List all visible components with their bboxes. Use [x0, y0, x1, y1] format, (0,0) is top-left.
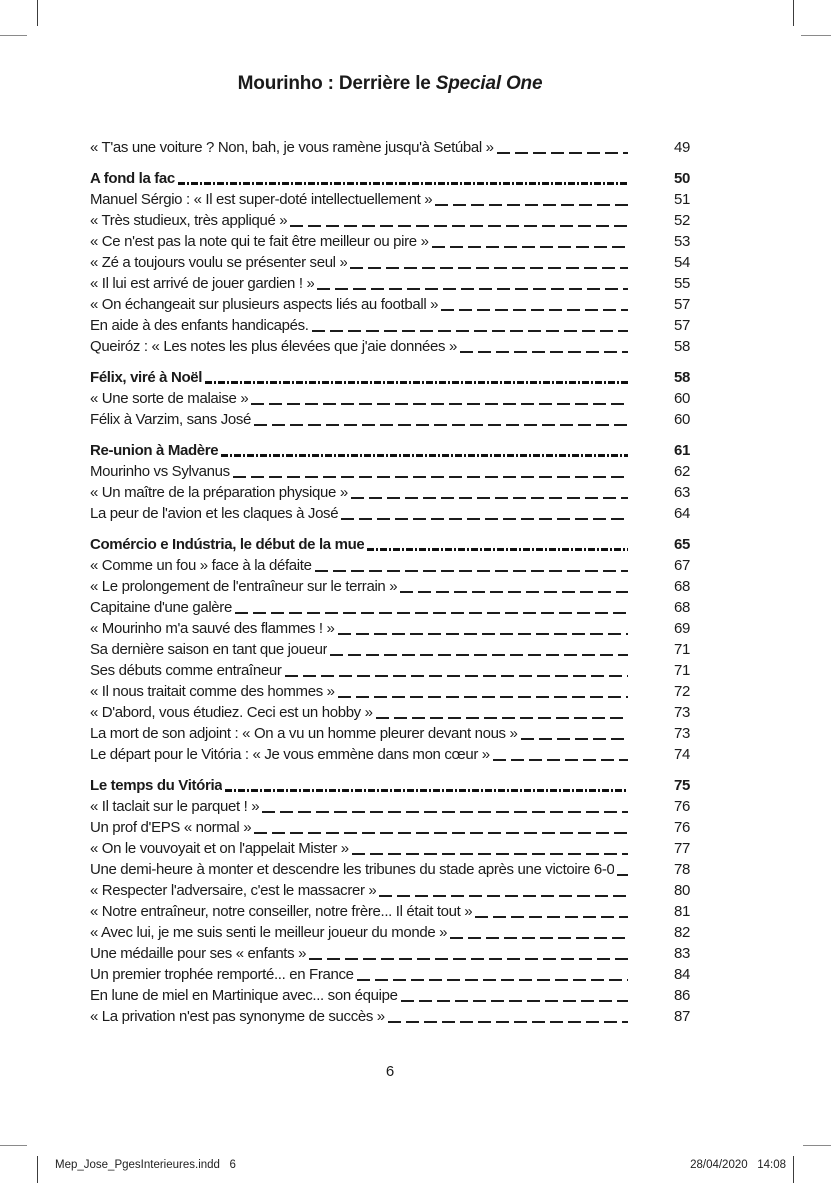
toc-entry [90, 744, 690, 765]
toc-leader-dots [178, 182, 628, 185]
toc-entry [90, 660, 690, 681]
toc-entry-title: « Ce n'est pas la note qui te fait être meilleur ou pire » [90, 233, 429, 250]
toc-leader-dots [330, 654, 628, 656]
toc-entry-title: « Comme un fou » face à la défaite [90, 557, 312, 574]
toc-entry-title: « Il nous traitait comme des hommes » [90, 683, 335, 700]
toc-entry-title: Ses débuts comme entraîneur [90, 662, 282, 679]
toc-entry [90, 1006, 690, 1027]
toc-entry [90, 210, 690, 231]
running-head-italic: Special One [435, 73, 543, 94]
toc-entry [90, 315, 690, 336]
toc-entry [90, 137, 690, 158]
toc-entry-title: En aide à des enfants handicapés. [90, 317, 309, 334]
toc-leader-dots [379, 895, 628, 897]
toc-entry-page-number: 57 [674, 317, 690, 334]
toc-entry [90, 440, 690, 461]
toc-entry-page-number: 78 [674, 861, 690, 878]
toc-entry [90, 922, 690, 943]
toc-leader-dots [309, 958, 628, 960]
toc-leader-dots [205, 381, 628, 384]
toc-leader-dots [312, 330, 628, 332]
toc-entry-title: Un premier trophée remporté... en France [90, 966, 354, 983]
toc-leader-dots [351, 497, 628, 499]
toc-entry [90, 534, 690, 555]
toc-entry-page-number: 60 [674, 390, 690, 407]
toc-entry [90, 168, 690, 189]
toc-entry-page-number: 58 [674, 338, 690, 355]
toc-leader-dots [401, 1000, 628, 1002]
toc-entry [90, 273, 690, 294]
toc-leader-dots [290, 225, 628, 227]
toc-entry-page-number: 76 [674, 819, 690, 836]
toc-leader-dots [235, 612, 628, 614]
toc-entry-title: « On échangeait sur plusieurs aspects liés au football » [90, 296, 439, 313]
toc-entry-title: « Le prolongement de l'entraîneur sur le terrain » [90, 578, 398, 595]
toc-entry-page-number: 87 [674, 1008, 690, 1025]
toc-entry-title: « Très studieux, très appliqué » [90, 212, 288, 229]
toc-entry [90, 964, 690, 985]
toc-entry-title: Une demi-heure à monter et descendre les tribunes du stade après une victoire 6-0 [90, 861, 615, 878]
toc-entry-page-number: 82 [674, 924, 690, 941]
toc-entry-title: Mourinho vs Sylvanus [90, 463, 230, 480]
toc-leader-dots [254, 424, 628, 426]
toc-entry-page-number: 69 [674, 620, 690, 637]
toc-entry-page-number: 68 [674, 599, 690, 616]
toc-leader-dots [341, 518, 628, 520]
toc-entry-page-number: 50 [674, 170, 690, 187]
toc-entry-page-number: 55 [674, 275, 690, 292]
crop-mark-bottom-right-horizontal [803, 1145, 831, 1146]
proof-slug-filename: Mep_Jose_PgesInterieures.indd 6 [55, 1159, 236, 1171]
toc-entry-page-number: 71 [674, 641, 690, 658]
toc-leader-dots [251, 403, 628, 405]
toc-leader-dots [450, 937, 628, 939]
toc-leader-dots [493, 759, 628, 761]
toc-leader-dots [254, 832, 628, 834]
toc-entry-title: Queiróz : « Les notes les plus élevées que j'aie données » [90, 338, 457, 355]
toc-entry-page-number: 84 [674, 966, 690, 983]
toc-leader-dots [338, 696, 628, 698]
toc-entry [90, 943, 690, 964]
toc-entry-title: La mort de son adjoint : « On a vu un homme pleurer devant nous » [90, 725, 518, 742]
toc-entry-title: « Il lui est arrivé de jouer gardien ! » [90, 275, 315, 292]
toc-entry [90, 388, 690, 409]
toc-leader-dots [317, 288, 628, 290]
crop-mark-bottom-right-vertical [793, 1156, 794, 1183]
toc-entry-title: A fond la fac [90, 170, 175, 187]
toc-leader-dots [441, 309, 628, 311]
toc-entry-page-number: 63 [674, 484, 690, 501]
toc-entry-title: « Un maître de la préparation physique » [90, 484, 348, 501]
toc-entry-title: Le départ pour le Vitória : « Je vous emmène dans mon cœur » [90, 746, 490, 763]
toc-entry-page-number: 73 [674, 725, 690, 742]
toc-entry-page-number: 72 [674, 683, 690, 700]
toc-leader-dots [400, 591, 628, 593]
toc-entry-title: Sa dernière saison en tant que joueur [90, 641, 328, 658]
toc-entry [90, 859, 690, 880]
toc-leader-dots [497, 152, 628, 154]
toc-entry-title: « On le vouvoyait et on l'appelait Mister » [90, 840, 349, 857]
toc-leader-dots [460, 351, 628, 353]
toc-entry [90, 985, 690, 1006]
toc-leader-dots [338, 633, 628, 635]
toc-entry-page-number: 75 [674, 777, 690, 794]
toc-leader-dots [221, 454, 628, 457]
crop-mark-top-right-vertical [793, 0, 794, 26]
toc-entry-page-number: 64 [674, 505, 690, 522]
toc-entry-page-number: 76 [674, 798, 690, 815]
toc-leader-dots [521, 738, 628, 740]
toc-entry-page-number: 71 [674, 662, 690, 679]
toc-entry-title: Félix, viré à Noël [90, 369, 203, 386]
toc-entry-title: Re-union à Madère [90, 442, 219, 459]
toc-entry [90, 681, 690, 702]
toc-leader-dots [225, 789, 628, 792]
toc-entry [90, 336, 690, 357]
crop-mark-bottom-left-vertical [37, 1156, 38, 1183]
toc-leader-dots [475, 916, 628, 918]
toc-entry-title: Un prof d'EPS « normal » [90, 819, 252, 836]
toc-entry-page-number: 65 [674, 536, 690, 553]
toc-entry [90, 775, 690, 796]
toc-entry-title: « La privation n'est pas synonyme de succès » [90, 1008, 385, 1025]
toc-entry-page-number: 77 [674, 840, 690, 857]
toc-entry-title: La peur de l'avion et les claques à José [90, 505, 339, 522]
toc-entry-page-number: 49 [674, 139, 690, 156]
toc-entry-page-number: 52 [674, 212, 690, 229]
toc-entry-page-number: 58 [674, 369, 690, 386]
toc-entry [90, 639, 690, 660]
toc-leader-dots [350, 267, 628, 269]
toc-entry [90, 723, 690, 744]
toc-entry-title: « Respecter l'adversaire, c'est le massacrer » [90, 882, 377, 899]
toc-entry [90, 231, 690, 252]
toc-leader-dots [376, 717, 628, 719]
toc-entry-title: En lune de miel en Martinique avec... son équipe [90, 987, 398, 1004]
toc-leader-dots [432, 246, 628, 248]
toc-entry [90, 618, 690, 639]
toc-entry-page-number: 54 [674, 254, 690, 271]
toc-entry-page-number: 61 [674, 442, 690, 459]
toc-entry [90, 189, 690, 210]
toc-entry-title: Une médaille pour ses « enfants » [90, 945, 307, 962]
toc-entry-title: « T'as une voiture ? Non, bah, je vous ramène jusqu'à Setúbal » [90, 139, 494, 156]
toc-entry [90, 461, 690, 482]
proof-slug-datetime: 28/04/2020 14:08 [690, 1159, 786, 1171]
toc-entry [90, 838, 690, 859]
toc-leader-dots [617, 874, 628, 876]
toc-entry [90, 503, 690, 524]
toc-entry-title: « D'abord, vous étudiez. Ceci est un hobby » [90, 704, 373, 721]
toc-leader-dots [233, 476, 628, 478]
toc-entry-title: « Une sorte de malaise » [90, 390, 249, 407]
toc-entry [90, 880, 690, 901]
toc-entry-page-number: 86 [674, 987, 690, 1004]
toc-entry [90, 576, 690, 597]
crop-mark-bottom-left-horizontal [0, 1145, 27, 1146]
toc-entry-page-number: 83 [674, 945, 690, 962]
toc-entry-title: « Mourinho m'a sauvé des flammes ! » [90, 620, 335, 637]
toc-entry [90, 597, 690, 618]
toc-entry [90, 901, 690, 922]
toc-entry-title: « Il taclait sur le parquet ! » [90, 798, 260, 815]
toc-leader-dots [315, 570, 628, 572]
crop-mark-top-right-horizontal [801, 35, 831, 36]
toc-entry [90, 409, 690, 430]
crop-mark-top-left-vertical [37, 0, 38, 26]
toc-entry-page-number: 51 [674, 191, 690, 208]
toc-entry-page-number: 62 [674, 463, 690, 480]
toc-entry [90, 482, 690, 503]
toc-leader-dots [352, 853, 628, 855]
table-of-contents [90, 137, 690, 1027]
toc-leader-dots [357, 979, 628, 981]
toc-entry [90, 817, 690, 838]
toc-entry-page-number: 57 [674, 296, 690, 313]
toc-entry [90, 252, 690, 273]
toc-leader-dots [262, 811, 628, 813]
page-number-folio: 6 [385, 1063, 395, 1080]
toc-entry-page-number: 81 [674, 903, 690, 920]
toc-entry [90, 367, 690, 388]
toc-entry [90, 702, 690, 723]
page-content [90, 72, 690, 1027]
toc-leader-dots [367, 548, 628, 551]
toc-entry-title: Capitaine d'une galère [90, 599, 232, 616]
toc-entry-title: Comércio e Indústria, le début de la mue [90, 536, 365, 553]
toc-entry-page-number: 73 [674, 704, 690, 721]
crop-mark-top-left-horizontal [0, 35, 27, 36]
toc-entry [90, 796, 690, 817]
toc-entry-page-number: 53 [674, 233, 690, 250]
toc-entry-page-number: 68 [674, 578, 690, 595]
toc-leader-dots [285, 675, 629, 677]
toc-entry-title: « Zé a toujours voulu se présenter seul » [90, 254, 348, 271]
toc-entry-page-number: 74 [674, 746, 690, 763]
toc-entry-title: « Notre entraîneur, notre conseiller, notre frère... Il était tout » [90, 903, 473, 920]
toc-entry-title: Le temps du Vitória [90, 777, 223, 794]
toc-entry-title: Manuel Sérgio : « Il est super-doté intellectuellement » [90, 191, 433, 208]
running-head-title [90, 72, 690, 95]
toc-entry-page-number: 60 [674, 411, 690, 428]
toc-leader-dots [388, 1021, 628, 1023]
running-head-prefix: Mourinho : Derrière le [237, 73, 436, 94]
toc-entry [90, 555, 690, 576]
toc-entry-title: Félix à Varzim, sans José [90, 411, 252, 428]
toc-leader-dots [435, 204, 628, 206]
toc-entry [90, 294, 690, 315]
toc-entry-page-number: 80 [674, 882, 690, 899]
toc-entry-page-number: 67 [674, 557, 690, 574]
toc-entry-title: « Avec lui, je me suis senti le meilleur joueur du monde » [90, 924, 448, 941]
